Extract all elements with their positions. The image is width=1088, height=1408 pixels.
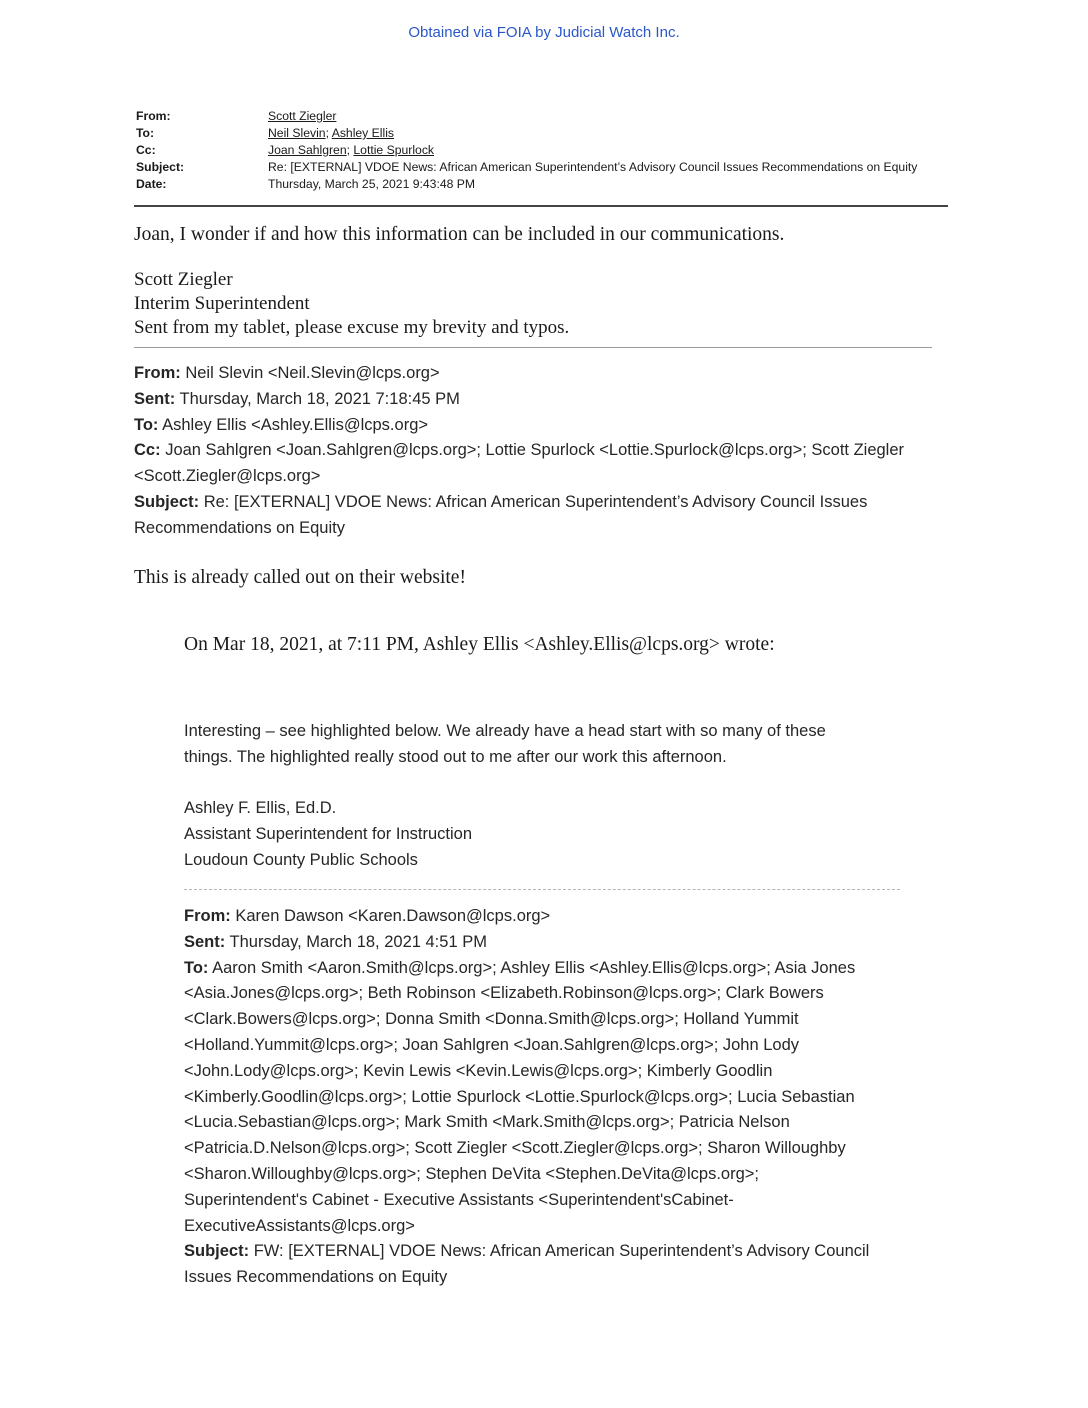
quoted-header-slevin <box>134 361 904 542</box>
dawson-sent: Thursday, March 18, 2021 4:51 PM <box>229 932 487 951</box>
ellis-sig-name: Ashley F. Ellis, Ed.D. <box>184 799 337 817</box>
dawson-from: Karen Dawson <Karen.Dawson@lcps.org> <box>235 907 551 925</box>
header-cc-link-2[interactable]: Lottie Spurlock <box>353 143 435 157</box>
header-subject: Re: [EXTERNAL] VDOE News: African American Superintendent’s Advisory Council Issues Recommendations on Equity <box>268 160 918 174</box>
quoted-sent-label: Sent: <box>134 389 176 408</box>
signature-ellis <box>184 796 472 873</box>
quoted-cc-label: Cc: <box>134 441 161 460</box>
quoted-subject-line-2: Recommendations on Equity <box>134 518 345 537</box>
header-cc-link-1[interactable]: Joan Sahlgren <box>268 143 347 157</box>
quoted-subject-label: Subject: <box>134 492 200 511</box>
dawson-to-line-1: Aaron Smith <Aaron.Smith@lcps.org>; Ashley Ellis <Ashley.Ellis@lcps.org>; Asia Jones <box>212 958 856 977</box>
header-cc-label: Cc: <box>136 143 156 157</box>
ellis-body-line-1: Interesting – see highlighted below. We already have a head start with so many of these <box>184 722 826 740</box>
forward-divider <box>184 889 900 890</box>
quoted-subject-row <box>134 490 904 516</box>
header-from-label: From: <box>136 109 171 123</box>
dawson-subject-line-1: FW: [EXTERNAL] VDOE News: African American Superintendent’s Advisory Council <box>253 1242 870 1261</box>
header-from-row <box>136 108 917 125</box>
quoted-cc-line-1: Joan Sahlgren <Joan.Sahlgren@lcps.org>; Lottie Spurlock <Lottie.Spurlock@lcps.org>; Scott Ziegler <box>165 441 905 460</box>
quoted-from-row <box>134 361 904 387</box>
dawson-to-line-7: <Lucia.Sebastian@lcps.org>; Mark Smith <Mark.Smith@lcps.org>; Patricia Nelson <box>184 1113 790 1132</box>
quoted-to-label: To: <box>134 415 159 434</box>
ellis-body-line-2: things. The highlighted really stood out to me after our work this afternoon. <box>184 747 727 766</box>
quoted-to: Ashley Ellis <Ashley.Ellis@lcps.org> <box>162 415 429 434</box>
header-divider <box>134 205 948 207</box>
signature-name: Scott Ziegler <box>134 269 233 290</box>
signature-title: Interim Superintendent <box>134 293 310 314</box>
header-to-link-1[interactable]: Neil Slevin <box>268 126 326 140</box>
quote-intro-ellis: On Mar 18, 2021, at 7:11 PM, Ashley Ellis <Ashley.Ellis@lcps.org> wrote: <box>184 634 775 655</box>
dawson-to-line-10: Superintendent's Cabinet - Executive Assistants <Superintendent'sCabinet- <box>184 1190 734 1209</box>
dawson-to-line-2: <Asia.Jones@lcps.org>; Beth Robinson <Elizabeth.Robinson@lcps.org>; Clark Bowers <box>184 984 824 1003</box>
header-subject-label: Subject: <box>136 160 185 174</box>
dawson-to-line-3: <Clark.Bowers@lcps.org>; Donna Smith <Donna.Smith@lcps.org>; Holland Yummit <box>184 1010 799 1029</box>
header-to-link-2[interactable]: Ashley Ellis <box>331 126 394 140</box>
dawson-subject-line-2: Issues Recommendations on Equity <box>184 1268 448 1287</box>
reply-body-slevin: This is already called out on their website! <box>134 567 466 588</box>
quoted-sent-row <box>134 387 904 413</box>
message-body: Joan, I wonder if and how this information can be included in our communications. <box>134 224 785 245</box>
email-header <box>136 108 917 193</box>
message-body-ellis <box>184 719 826 771</box>
signature-note: Sent from my tablet, please excuse my brevity and typos. <box>134 317 570 338</box>
dawson-subject-label: Subject: <box>184 1242 250 1261</box>
header-to-label: To: <box>136 126 155 140</box>
dawson-to-line-5: <John.Lody@lcps.org>; Kevin Lewis <Kevin.Lewis@lcps.org>; Kimberly Goodlin <box>184 1061 773 1080</box>
dawson-to-line-11: ExecutiveAssistants@lcps.org> <box>184 1216 415 1235</box>
signature-ziegler <box>134 268 569 340</box>
dawson-to-line-8: <Patricia.D.Nelson@lcps.org>; Scott Ziegler <Scott.Ziegler@lcps.org>; Sharon Willoughby <box>184 1139 846 1158</box>
quoted-cc-line-2: <Scott.Ziegler@lcps.org> <box>134 467 321 486</box>
quoted-from-label: From: <box>134 364 181 382</box>
header-date-row <box>136 176 917 193</box>
header-date: Thursday, March 25, 2021 9:43:48 PM <box>268 177 476 191</box>
ellis-sig-org: Loudoun County Public Schools <box>184 850 418 869</box>
quoted-subject-line-1: Re: [EXTERNAL] VDOE News: African American Superintendent’s Advisory Council Issues <box>203 492 868 511</box>
dawson-from-label: From: <box>184 907 231 925</box>
quoted-header-dawson <box>184 904 869 1291</box>
dawson-to-row <box>184 956 869 982</box>
dawson-to-line-6: <Kimberly.Goodlin@lcps.org>; Lottie Spurlock <Lottie.Spurlock@lcps.org>; Lucia Sebastian <box>184 1087 855 1106</box>
quoted-sent: Thursday, March 18, 2021 7:18:45 PM <box>179 389 460 408</box>
foia-banner: Obtained via FOIA by Judicial Watch Inc. <box>408 24 680 41</box>
header-to-row: To: Neil Slevin; Ashley Ellis <box>136 126 394 140</box>
quoted-to-row <box>134 413 904 439</box>
dawson-subject-row <box>184 1239 869 1265</box>
dawson-sent-label: Sent: <box>184 932 226 951</box>
dawson-from-row <box>184 904 869 930</box>
dawson-sent-row <box>184 930 869 956</box>
header-date-label: Date: <box>136 177 167 191</box>
ellis-sig-title: Assistant Superintendent for Instruction <box>184 824 472 843</box>
header-cc-row: Cc: Joan Sahlgren; Lottie Spurlock <box>136 143 435 157</box>
header-subject-row <box>136 159 917 176</box>
dawson-to-line-4: <Holland.Yummit@lcps.org>; Joan Sahlgren <Joan.Sahlgren@lcps.org>; John Lody <box>184 1035 800 1054</box>
reply-divider <box>134 347 932 348</box>
header-from-link[interactable]: Scott Ziegler <box>268 109 337 123</box>
dawson-to-line-9: <Sharon.Willoughby@lcps.org>; Stephen DeVita <Stephen.DeVita@lcps.org>; <box>184 1164 759 1183</box>
quoted-from: Neil Slevin <Neil.Slevin@lcps.org> <box>185 364 440 382</box>
dawson-to-label: To: <box>184 958 209 977</box>
quoted-cc-row <box>134 438 904 464</box>
